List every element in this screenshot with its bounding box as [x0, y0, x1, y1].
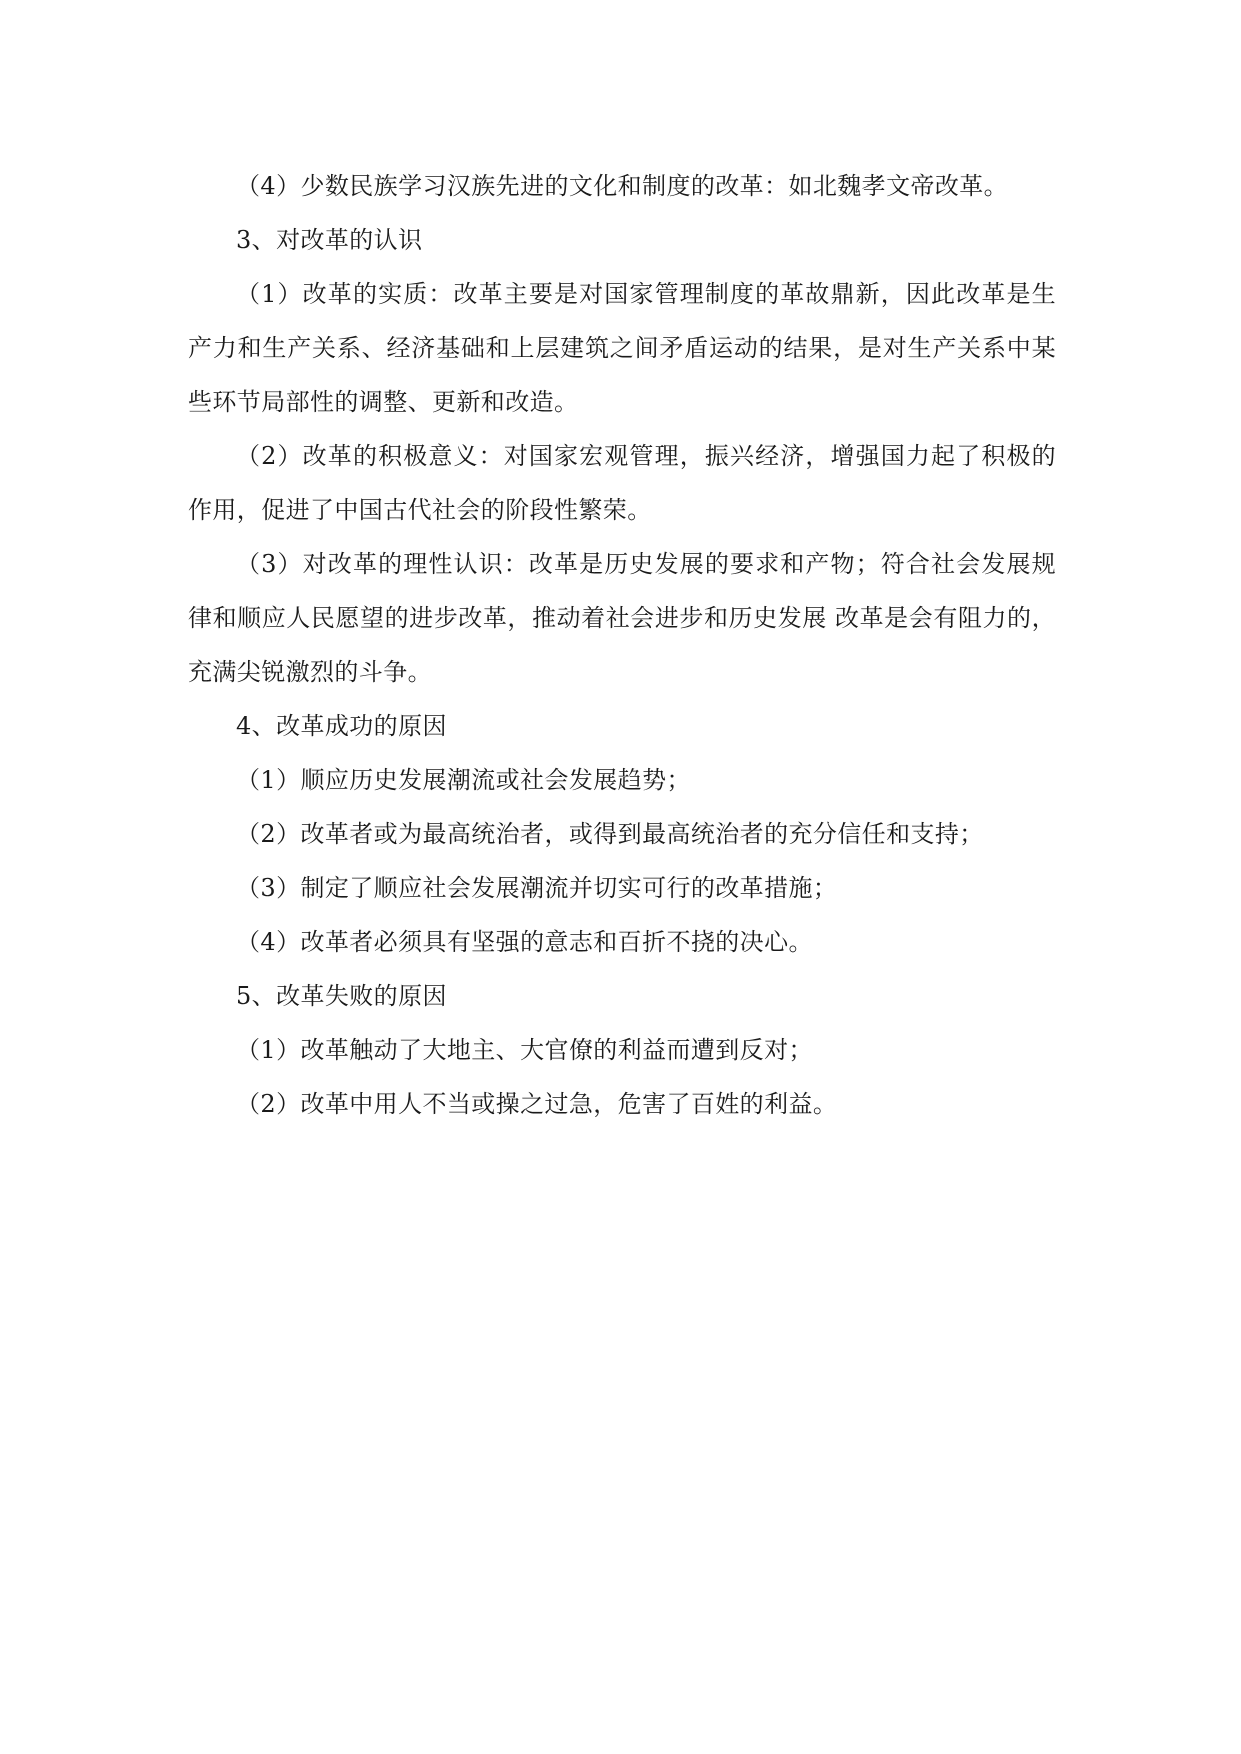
- list-item-failure-2: （2）改革中用人不当或操之过急，危害了百姓的利益。: [236, 1090, 838, 1118]
- paragraph-reform-essence: （1）改革的实质：改革主要是对国家管理制度的革故鼎新，因此改革是生产力和生产关系、经济基础和上层建筑之间矛盾运动的结果，是对生产关系中某些环节局部性的调整、更新和改造。: [188, 280, 1056, 416]
- document-body: [188, 159, 1056, 1131]
- list-item-success-1: （1）顺应历史发展潮流或社会发展趋势；: [236, 766, 691, 794]
- list-item-success-2: （2）改革者或为最高统治者，或得到最高统治者的充分信任和支持；: [236, 820, 984, 848]
- section-heading-failure-reasons: 5、改革失败的原因: [236, 982, 447, 1010]
- paragraph-reform-rational-view: （3）对改革的理性认识：改革是历史发展的要求和产物；符合社会发展规律和顺应人民愿望的进步改革，推动着社会进步和历史发展 改革是会有阻力的，充满尖锐激烈的斗争。: [188, 550, 1056, 686]
- paragraph-reform-significance: （2）改革的积极意义：对国家宏观管理，振兴经济，增强国力起了积极的作用，促进了中国古代社会的阶段性繁荣。: [188, 442, 1056, 524]
- list-item-success-4: （4）改革者必须具有坚强的意志和百折不挠的决心。: [236, 928, 813, 956]
- paragraph-ethnic-reform: （4）少数民族学习汉族先进的文化和制度的改革：如北魏孝文帝改革。: [236, 172, 1009, 200]
- section-heading-success-reasons: 4、改革成功的原因: [236, 712, 447, 740]
- section-heading-understanding-reform: 3、对改革的认识: [236, 226, 423, 254]
- list-item-failure-1: （1）改革触动了大地主、大官僚的利益而遭到反对；: [236, 1036, 813, 1064]
- list-item-success-3: （3）制定了顺应社会发展潮流并切实可行的改革措施；: [236, 874, 838, 902]
